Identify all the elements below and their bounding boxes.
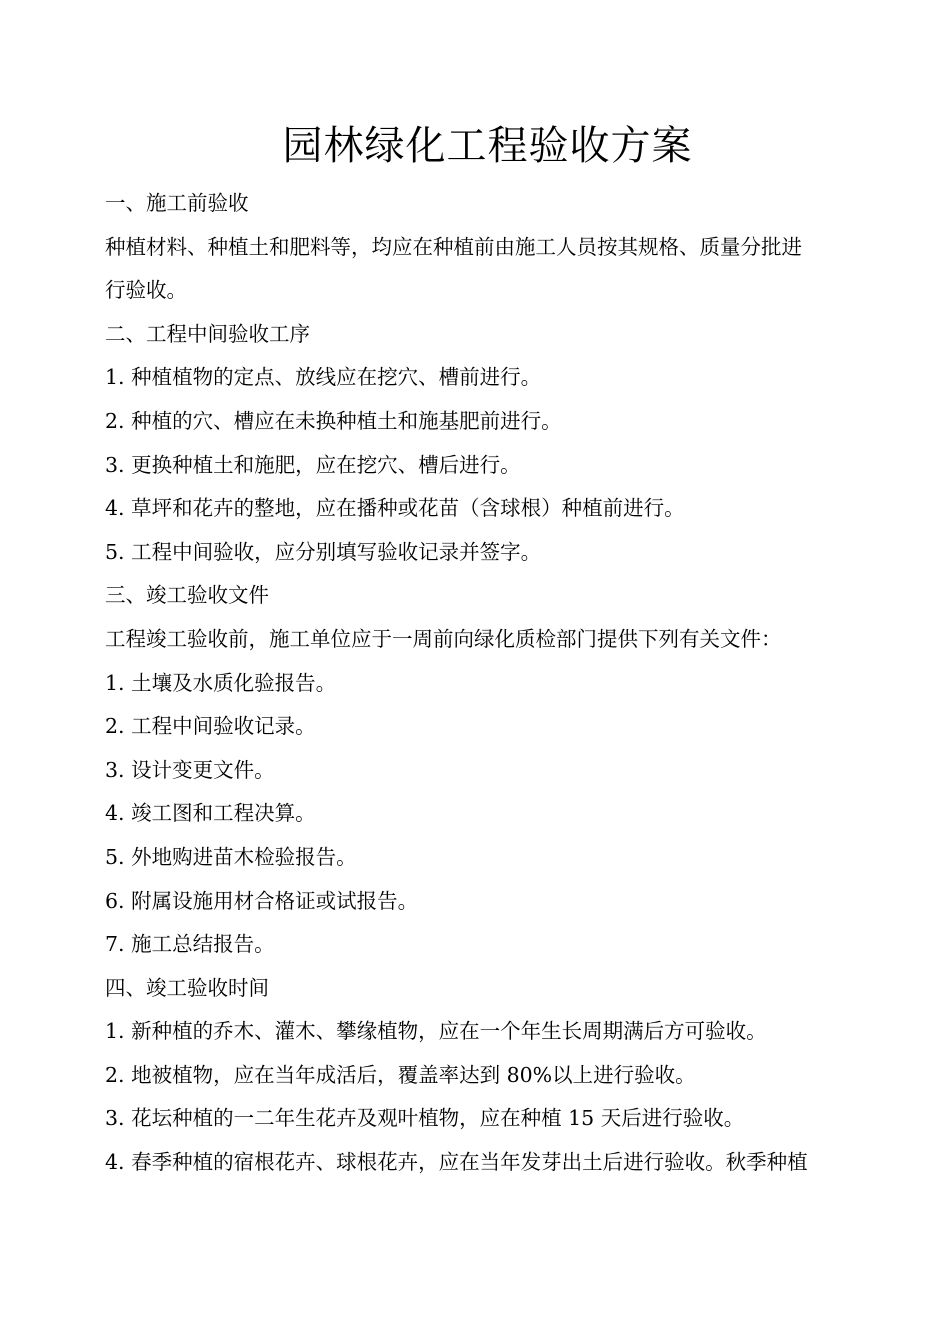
list-item: 3. 设计变更文件。 <box>105 757 275 782</box>
list-item: 1. 土壤及水质化验报告。 <box>105 670 337 695</box>
list-item: 3. 花坛种植的一二年生花卉及观叶植物，应在种植 15 天后进行验收。 <box>105 1106 745 1131</box>
list-item: 2. 工程中间验收记录。 <box>105 714 316 739</box>
list-item: 4. 草坪和花卉的整地，应在播种或花苗（含球根）种植前进行。 <box>105 496 685 521</box>
section-heading-pre-construction: 一、施工前验收 <box>105 191 249 215</box>
list-item: 2. 种植的穴、槽应在未换种植土和施基肥前进行。 <box>105 408 562 433</box>
list-item: 4. 竣工图和工程决算。 <box>105 801 316 826</box>
list-item: 1. 种植植物的定点、放线应在挖穴、槽前进行。 <box>105 365 542 390</box>
list-item: 6. 附属设施用材合格证或试报告。 <box>105 888 419 913</box>
list-item: 3. 更换种植土和施肥，应在挖穴、槽后进行。 <box>105 452 521 477</box>
section-heading-completion-time: 四、竣工验收时间 <box>105 975 269 1000</box>
list-item: 5. 工程中间验收，应分别填写验收记录并签字。 <box>105 539 542 564</box>
document-title: 园林绿化工程验收方案 <box>282 123 693 169</box>
paragraph-line: 行验收。 <box>105 278 187 303</box>
section-heading-completion-documents: 三、竣工验收文件 <box>105 583 269 608</box>
list-item: 4. 春季种植的宿根花卉、球根花卉，应在当年发芽出土后进行验收。秋季种植 <box>105 1150 808 1175</box>
list-item: 7. 施工总结报告。 <box>105 932 275 957</box>
paragraph-line: 种植材料、种植土和肥料等，均应在种植前由施工人员按其规格、质量分批进 <box>105 234 802 259</box>
list-item: 2. 地被植物，应在当年成活后，覆盖率达到 80%以上进行验收。 <box>105 1062 696 1087</box>
list-item: 5. 外地购进苗木检验报告。 <box>105 844 357 869</box>
list-item: 1. 新种植的乔木、灌木、攀缘植物，应在一个年生长周期满后方可验收。 <box>105 1019 767 1044</box>
document-body <box>105 182 865 1185</box>
section-heading-intermediate: 二、工程中间验收工序 <box>105 321 310 346</box>
paragraph-line: 工程竣工验收前，施工单位应于一周前向绿化质检部门提供下列有关文件： <box>105 626 782 651</box>
